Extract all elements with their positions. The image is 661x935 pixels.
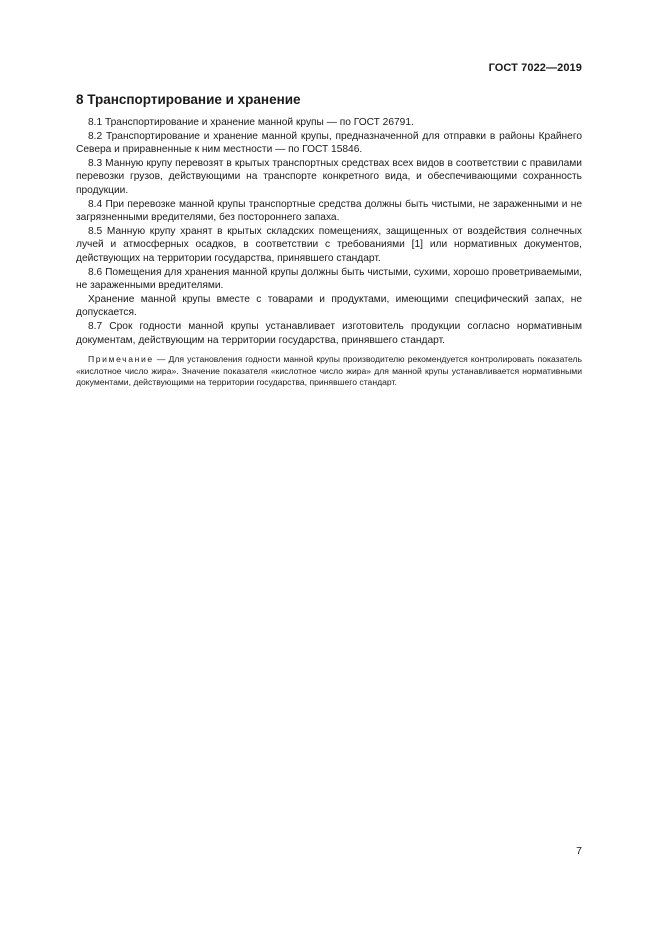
paragraph-8-4: 8.4 При перевозке манной крупы транспортные средства должны быть чистыми, не зараженными и не загрязненными вредителями, без постороннего запаха. — [76, 198, 582, 224]
standard-code-header: ГОСТ 7022—2019 — [488, 62, 582, 74]
paragraph-8-3: 8.3 Манную крупу перевозят в крытых транспортных средствах всех видов в соответствии с правилами перевозки грузов, действующими на транспорте конкретного вида, и обеспечивающими сохранность продукции. — [76, 157, 582, 196]
section-title: 8 Транспортирование и хранение — [76, 92, 301, 107]
paragraph-8-6-continued: Хранение манной крупы вместе с товарами и продуктами, имеющими специфический запах, не допускается. — [76, 293, 582, 319]
paragraph-8-1: 8.1 Транспортирование и хранение манной крупы — по ГОСТ 26791. — [88, 117, 414, 128]
note-text: — Для установления годности манной крупы производителю рекомендуется контролировать показатель «кислотное число жира». Значение показателя «кислотное число жира» для манной крупы устанавливается нормативными документами, действующими на территории государства, принявшего стандарт. — [76, 354, 582, 388]
paragraph-8-2: 8.2 Транспортирование и хранение манной крупы, предназначенной для отправки в районы Крайнего Севера и приравненные к ним местности — по ГОСТ 15846. — [76, 130, 582, 156]
section-body — [76, 116, 582, 389]
page-number: 7 — [576, 845, 582, 857]
paragraph-8-7: 8.7 Срок годности манной крупы устанавливает изготовитель продукции согласно нормативным документам, действующим на территории государства, принявшего стандарт. — [76, 320, 582, 346]
note — [76, 354, 582, 389]
paragraph-8-6: 8.6 Помещения для хранения манной крупы должны быть чистыми, сухими, хорошо проветриваемыми, не зараженными вредителями. — [76, 266, 582, 292]
note-label: Примечание — [88, 354, 154, 365]
paragraph-8-5: 8.5 Манную крупу хранят в крытых складских помещениях, защищенных от воздействия солнечных лучей и атмосферных осадков, в соответствии с требованиями [1] или нормативных документов, действующих на территории государства, принявшего стандарт. — [76, 225, 582, 264]
